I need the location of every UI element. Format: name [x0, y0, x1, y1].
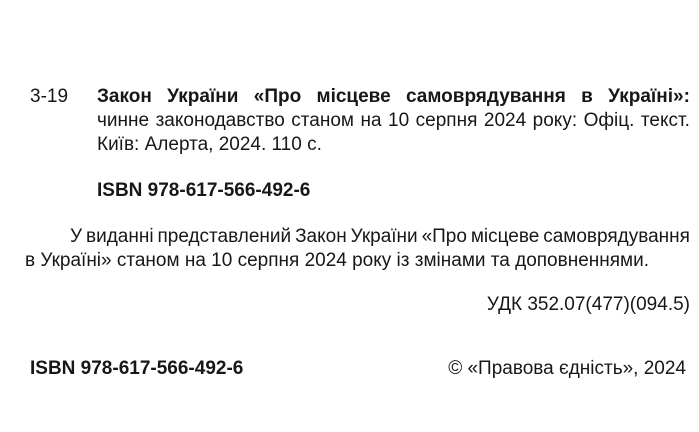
footer-row — [30, 357, 686, 381]
isbn-number: ISBN 978-617-566-492-6 — [97, 180, 311, 201]
record-line-2: чинне законодавство станом на 10 серпня 2024 року: Офіц. текст. — [97, 110, 690, 131]
copyright-notice: © «Правова єдність», 2024 — [448, 358, 686, 379]
footer-isbn-number: ISBN 978-617-566-492-6 — [30, 358, 244, 379]
annotation-line-2: в Україні» станом на 10 серпня 2024 року із змінами та доповненнями. — [25, 250, 649, 271]
udc-code: УДК 352.07(477)(094.5) — [486, 294, 690, 315]
bibliographic-record — [97, 85, 690, 157]
bibliographic-block — [30, 85, 690, 157]
record-line-3: Київ: Алерта, 2024. 110 с. — [97, 134, 322, 155]
annotation-line-1: У виданні представлений Закон України «Про місцеве самоврядування — [70, 226, 690, 247]
author-classification-code: 3-19 — [30, 86, 69, 107]
annotation-paragraph — [25, 225, 690, 273]
record-title-line: Закон України «Про місцеве самоврядування в Україні»: — [97, 86, 690, 107]
